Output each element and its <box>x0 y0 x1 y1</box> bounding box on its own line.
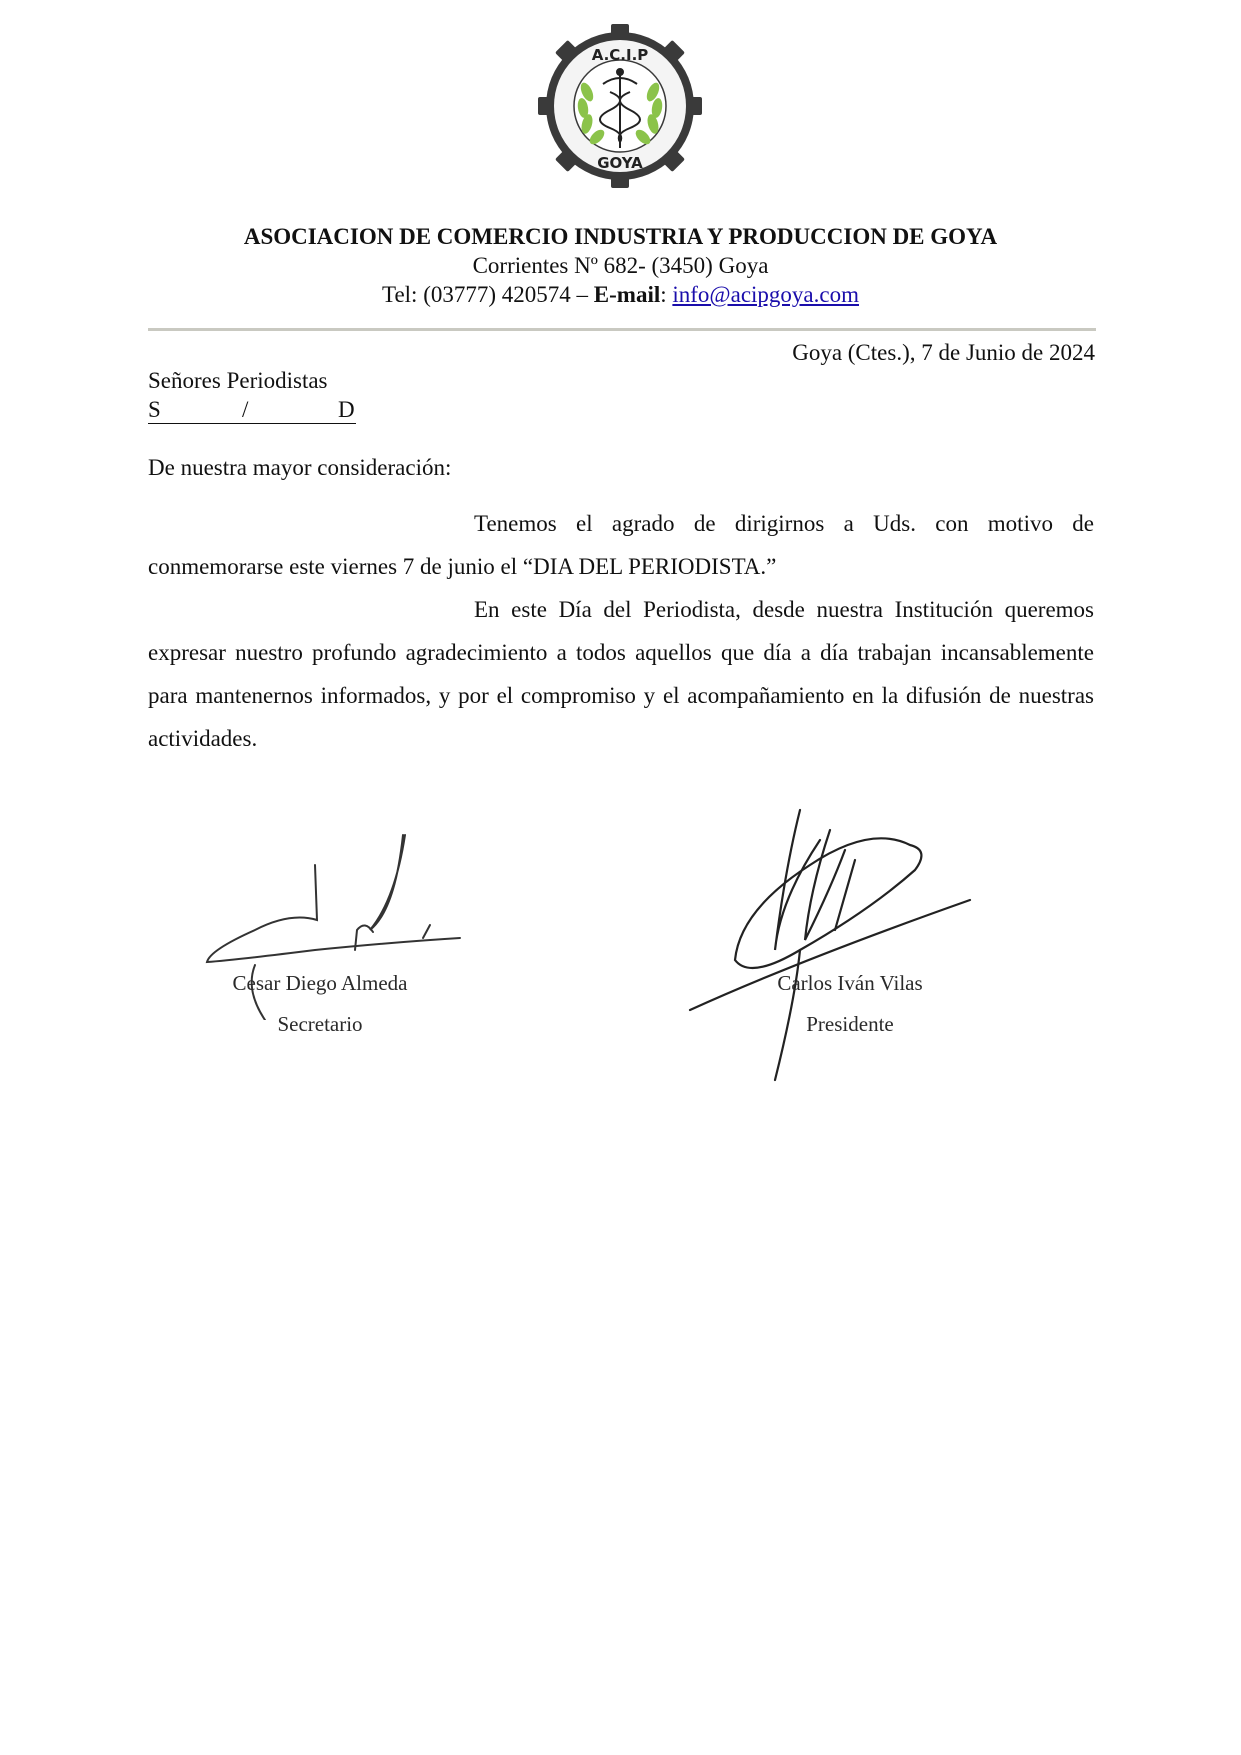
signature-vilas <box>680 800 980 1100</box>
email-link[interactable]: info@acipgoya.com <box>672 282 859 307</box>
logo-bottom-text: GOYA <box>597 154 643 172</box>
sd-line <box>148 395 356 424</box>
logo-top-text: A.C.I.P <box>591 46 649 64</box>
organization-address: Corrientes Nº 682- (3450) Goya <box>472 253 769 278</box>
organization-contact <box>0 280 1241 309</box>
greeting: De nuestra mayor consideración: <box>148 455 452 480</box>
signer-name: Cesar Diego Almeda <box>232 971 408 995</box>
signer-name: Carlos Iván Vilas <box>777 971 923 995</box>
sd-slash: / <box>242 397 249 422</box>
organization-name: ASOCIACION DE COMERCIO INDUSTRIA Y PRODUCCION DE GOYA <box>243 224 998 249</box>
header-divider <box>148 328 1096 331</box>
phone-text: Tel: (03777) 420574 – <box>382 282 594 307</box>
sd-d: D <box>338 397 355 422</box>
addressee: Señores Periodistas <box>148 368 328 393</box>
sd-s: S <box>148 397 161 422</box>
paragraph-2: En este Día del Periodista, desde nuestra Institución queremos expresar nuestro profundo agradecimiento a todos aquellos que día a día trabajan incansablemente para mantenernos informados, y por el compromiso y el acompañamiento en la difusión de nuestras actividades. <box>148 597 1094 751</box>
paragraph-1: Tenemos el agrado de dirigirnos a Uds. con motivo de conmemorarse este viernes 7 de junio el “DIA DEL PERIODISTA.” <box>148 511 1094 579</box>
signer-role: Secretario <box>277 1012 363 1036</box>
acip-goya-logo <box>525 22 715 190</box>
signature-block-president <box>700 963 1000 1045</box>
email-separator: : <box>660 282 673 307</box>
letter-date: Goya (Ctes.), 7 de Junio de 2024 <box>792 340 1095 365</box>
signature-block-secretary <box>170 963 470 1045</box>
email-label: E-mail <box>593 282 661 307</box>
signer-role: Presidente <box>806 1012 894 1036</box>
